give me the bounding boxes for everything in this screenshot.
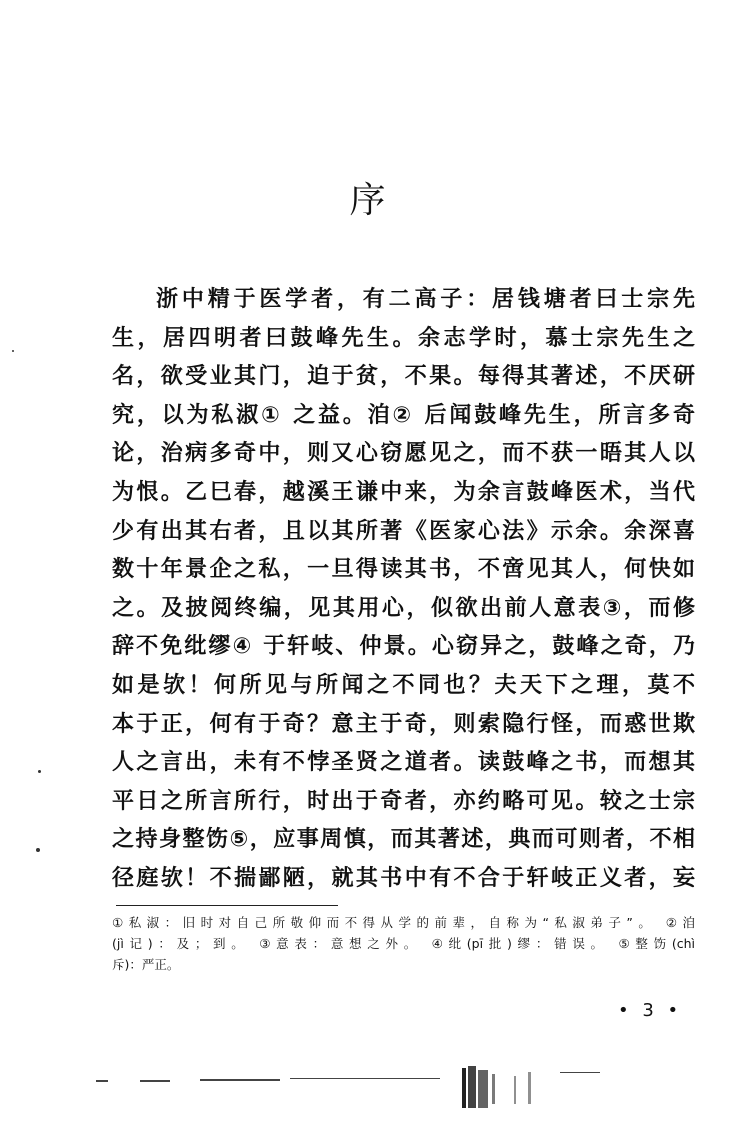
scan-smudge bbox=[528, 1072, 531, 1104]
scan-speck bbox=[36, 848, 40, 852]
text-line: 数十年景企之私，一旦得读其书，不啻见其人，何快如 bbox=[112, 557, 695, 583]
text-line: 名，欲受业其门，迫于贫，不果。每得其著述，不厌研 bbox=[112, 364, 695, 390]
preface-body bbox=[112, 281, 695, 899]
scan-streak bbox=[560, 1072, 600, 1073]
text-line: 辞不免纰缪④ 于轩岐、仲景。心窃异之，鼓峰之奇，乃 bbox=[112, 634, 695, 660]
scan-streak bbox=[290, 1078, 440, 1079]
text-line: 径庭欤！不揣鄙陋，就其书中有不合于轩岐正义者，妄 bbox=[112, 865, 695, 891]
scan-smudge bbox=[492, 1074, 495, 1104]
footnote-divider bbox=[116, 905, 338, 906]
scan-streak bbox=[140, 1080, 170, 1082]
text-line: 少有出其右者，且以其所著《医家心法》示余。余深喜 bbox=[112, 518, 695, 544]
text-line: 究，以为私淑① 之益。洎② 后闻鼓峰先生，所言多奇 bbox=[112, 402, 695, 428]
text-line: 平日之所言所行，时出于奇者，亦约略可见。较之士宗 bbox=[112, 788, 695, 814]
text-line: 论，治病多奇中，则又心窃愿见之，而不获一晤其人以 bbox=[112, 441, 695, 467]
footnote-line: ①私淑：旧时对自己所敬仰而不得从学的前辈，自称为“私淑弟子”。 ②洎 bbox=[112, 915, 695, 930]
scan-smudge bbox=[478, 1070, 488, 1108]
footnote-line: (jì记)：及；到。 ③意表：意想之外。 ④纰(pī批)缪：错误。 ⑤整饬(chì bbox=[112, 936, 695, 951]
footnote-line: 斥)：严正。 bbox=[112, 957, 180, 972]
scan-speck bbox=[38, 770, 41, 773]
scan-smudge bbox=[462, 1068, 466, 1108]
text-line: 人之言出，未有不悖圣贤之道者。读鼓峰之书，而想其 bbox=[112, 750, 695, 776]
text-line: 如是欤！何所见与所闻之不同也？夫天下之理，莫不 bbox=[112, 672, 695, 698]
text-line: 之。及披阅终编，见其用心，似欲出前人意表③，而修 bbox=[112, 595, 695, 621]
scan-streak bbox=[96, 1080, 108, 1082]
scan-speck bbox=[12, 350, 14, 352]
text-line: 为恨。乙巳春，越溪王谦中来，为余言鼓峰医术，当代 bbox=[112, 479, 695, 505]
scan-streak bbox=[200, 1079, 280, 1081]
page-number: • 3 • bbox=[618, 1000, 683, 1021]
text-line: 之持身整饬⑤，应事周慎，而其著述，典而可则者，不相 bbox=[112, 827, 695, 853]
text-line: 生，居四明者曰鼓峰先生。余志学时，慕士宗先生之 bbox=[112, 325, 695, 351]
footnotes bbox=[112, 912, 695, 975]
text-line: 浙中精于医学者，有二高子：居钱塘者曰士宗先 bbox=[156, 287, 695, 312]
page-title: 序 bbox=[349, 180, 388, 221]
scan-smudge bbox=[514, 1076, 516, 1104]
scan-smudge bbox=[468, 1066, 476, 1108]
text-line: 本于正，何有于奇？意主于奇，则索隐行怪，而惑世欺 bbox=[112, 711, 695, 737]
